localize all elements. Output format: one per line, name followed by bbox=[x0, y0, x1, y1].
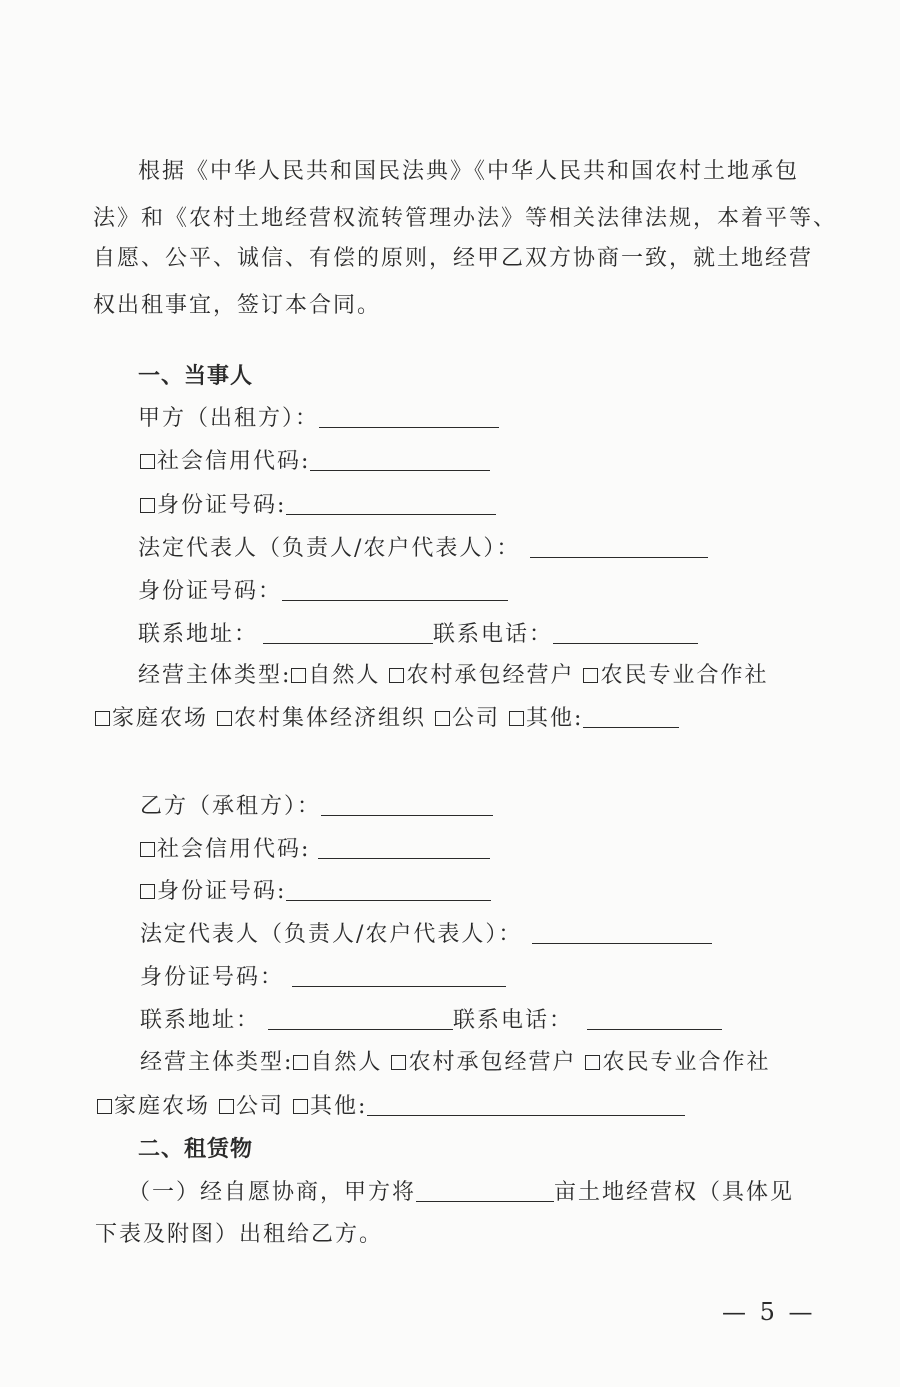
party-a-id-row bbox=[140, 491, 496, 521]
party-b-name-blank[interactable] bbox=[321, 793, 493, 816]
party-a-rep-row bbox=[138, 534, 708, 564]
party-a-rep-id-row bbox=[138, 577, 508, 607]
party-a-contact-row bbox=[138, 620, 698, 650]
checkbox-icon[interactable] bbox=[391, 1055, 406, 1070]
option-natural-person: 自然人 bbox=[308, 663, 381, 688]
option-company: 公司 bbox=[452, 706, 501, 731]
party-b-phone-blank[interactable] bbox=[587, 1007, 722, 1030]
checkbox-icon[interactable] bbox=[435, 711, 450, 726]
party-a-rep-id-blank[interactable] bbox=[282, 578, 508, 601]
checkbox-icon[interactable] bbox=[95, 711, 110, 726]
party-b-rep-label: 法定代表人（负责人/农户代表人）： bbox=[140, 922, 523, 947]
option-family-farm: 家庭农场 bbox=[112, 706, 209, 731]
party-b-rep-id-label: 身份证号码： bbox=[140, 965, 285, 990]
checkbox-icon[interactable] bbox=[140, 842, 155, 857]
option-family-farm: 家庭农场 bbox=[114, 1094, 211, 1119]
checkbox-icon[interactable] bbox=[293, 1055, 308, 1070]
party-a-phone-label: 联系电话： bbox=[433, 622, 554, 647]
acreage-blank[interactable] bbox=[416, 1179, 554, 1202]
checkbox-icon[interactable] bbox=[140, 454, 155, 469]
clause-1-line-2: 下表及附图）出租给乙方。 bbox=[95, 1222, 384, 1247]
party-a-rep-blank[interactable] bbox=[530, 535, 708, 558]
clause-1-suffix: 亩土地经营权（具体见 bbox=[554, 1180, 795, 1205]
option-other: 其他: bbox=[310, 1094, 368, 1119]
party-b-address-label: 联系地址： bbox=[140, 1008, 261, 1033]
party-a-row bbox=[138, 404, 499, 434]
party-a-rep-label: 法定代表人（负责人/农户代表人）： bbox=[138, 536, 521, 561]
party-a-title: 甲方（出租方）： bbox=[138, 406, 320, 431]
party-b-credit-blank[interactable] bbox=[318, 836, 490, 859]
checkbox-icon[interactable] bbox=[389, 668, 404, 683]
intro-line-1: 根据《中华人民共和国民法典》《中华人民共和国农村土地承包 bbox=[138, 159, 800, 184]
checkbox-icon[interactable] bbox=[293, 1099, 308, 1114]
party-a-id-label: 身份证号码: bbox=[157, 493, 287, 518]
party-a-address-label: 联系地址： bbox=[138, 622, 259, 647]
intro-line-4: 权出租事宜，签订本合同。 bbox=[93, 293, 382, 318]
party-a-entity-row-2 bbox=[95, 704, 679, 734]
party-b-entity-label: 经营主体类型: bbox=[140, 1050, 294, 1075]
checkbox-icon[interactable] bbox=[585, 1055, 600, 1070]
checkbox-icon[interactable] bbox=[583, 668, 598, 683]
checkbox-icon[interactable] bbox=[291, 668, 306, 683]
intro-line-2: 法》和《农村土地经营权流转管理办法》等相关法律法规，本着平等、 bbox=[93, 206, 838, 231]
checkbox-icon[interactable] bbox=[140, 884, 155, 899]
party-b-rep-id-row bbox=[140, 963, 506, 993]
checkbox-icon[interactable] bbox=[217, 711, 232, 726]
party-a-credit-row bbox=[140, 447, 490, 477]
option-other: 其他: bbox=[526, 706, 584, 731]
party-a-id-blank[interactable] bbox=[286, 492, 496, 515]
checkbox-icon[interactable] bbox=[509, 711, 524, 726]
section-heading-parties: 一、当事人 bbox=[138, 364, 254, 389]
option-natural-person: 自然人 bbox=[310, 1050, 383, 1075]
intro-line-3: 自愿、公平、诚信、有偿的原则，经甲乙双方协商一致，就土地经营 bbox=[93, 246, 814, 271]
checkbox-icon[interactable] bbox=[219, 1099, 234, 1114]
party-b-id-label: 身份证号码: bbox=[157, 879, 287, 904]
clause-1-line-1 bbox=[128, 1178, 794, 1208]
party-b-contact-row bbox=[140, 1006, 722, 1036]
party-b-phone-label: 联系电话： bbox=[453, 1008, 574, 1033]
party-a-rep-id-label: 身份证号码： bbox=[138, 579, 283, 604]
option-collective: 农村集体经济组织 bbox=[234, 706, 427, 731]
option-household: 农村承包经营户 bbox=[408, 1050, 577, 1075]
party-b-title: 乙方（承租方）： bbox=[140, 794, 322, 819]
party-b-rep-row bbox=[140, 920, 712, 950]
party-b-rep-id-blank[interactable] bbox=[292, 964, 506, 987]
party-a-other-blank[interactable] bbox=[583, 705, 679, 728]
option-household: 农村承包经营户 bbox=[406, 663, 575, 688]
party-a-entity-label: 经营主体类型: bbox=[138, 663, 292, 688]
option-cooperative: 农民专业合作社 bbox=[600, 663, 769, 688]
option-cooperative: 农民专业合作社 bbox=[602, 1050, 771, 1075]
party-b-entity-row bbox=[140, 1048, 770, 1078]
party-a-credit-label: 社会信用代码: bbox=[157, 449, 311, 474]
party-b-other-blank[interactable] bbox=[367, 1093, 685, 1116]
party-b-credit-row bbox=[140, 835, 490, 865]
checkbox-icon[interactable] bbox=[140, 498, 155, 513]
party-a-phone-blank[interactable] bbox=[553, 621, 698, 644]
party-b-id-row bbox=[140, 877, 491, 907]
section-heading-lease-object: 二、租赁物 bbox=[138, 1137, 254, 1162]
party-a-name-blank[interactable] bbox=[319, 405, 499, 428]
party-a-entity-row bbox=[138, 661, 768, 691]
party-b-id-blank[interactable] bbox=[286, 878, 491, 901]
party-a-credit-blank[interactable] bbox=[310, 448, 490, 471]
party-b-entity-row-2 bbox=[97, 1092, 685, 1122]
option-company: 公司 bbox=[236, 1094, 285, 1119]
page-number: — 5 — bbox=[722, 1298, 816, 1326]
checkbox-icon[interactable] bbox=[97, 1099, 112, 1114]
party-b-rep-blank[interactable] bbox=[532, 921, 712, 944]
party-b-credit-label: 社会信用代码: bbox=[157, 837, 311, 862]
clause-1-prefix: （一）经自愿协商，甲方将 bbox=[128, 1180, 417, 1205]
party-b-address-blank[interactable] bbox=[268, 1007, 453, 1030]
party-a-address-blank[interactable] bbox=[263, 621, 433, 644]
party-b-row bbox=[140, 792, 493, 822]
